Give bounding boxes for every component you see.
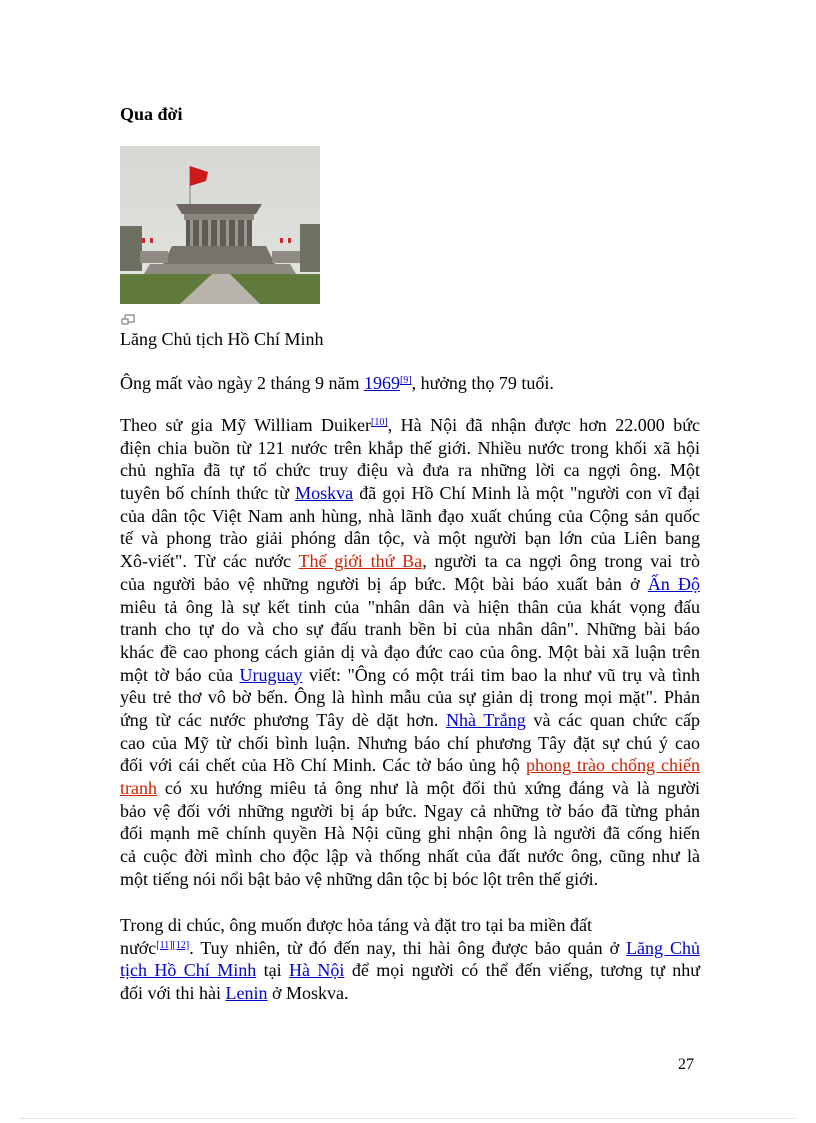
link-uruguay[interactable]: Uruguay [239,664,303,685]
paragraph-world-reaction: Theo sử gia Mỹ William Duiker[10], Hà Nội đã nhận được hơn 22.000 bức điện chia buồn từ 121 nước trên khắp thế giới. Nhiều nước trong khối xã hội chủ nghĩa đã tự tổ chức truy điệu và đưa ra những lời ca ngợi ông. Một tuyên bố chính thức từ Moskva đã gọi Hồ Chí Minh là một "người con vĩ đại của dân tộc Việt Nam anh hùng, nhà lãnh đạo xuất chúng của Cộng sản quốc tế và phong trào giải phóng dân tộc, và một người bạn lớn của Liên bang Xô-viết". Từ các nước Thế giới thứ Ba, người ta ca ngợi ông trong vai trò của người bảo vệ những người bị áp bức. Một bài báo xuất bản ở Ấn Độ miêu tả ông là sự kết tinh của "nhân dân và hiện thân của khát vọng đấu tranh cho tự do và cho sự đấu tranh bền bỉ của nhân dân". Những bài báo khác đề cao phong cách giản dị và đạo đức cao của ông. Một bài xã luận trên một tờ báo của Uruguay viết: "Ông có một trái tim bao la như vũ trụ và tình yêu trẻ thơ vô bờ bến. Ông là hình mẫu của sự giản dị trong mọi mặt". Phản ứng từ các nước phương Tây dè dặt hơn. Nhà Trắng và các quan chức cấp cao của Mỹ từ chối bình luận. Nhưng báo chí phương Tây đặt sự chú ý cao đối với cái chết của Hồ Chí Minh. Các tờ báo ủng hộ phong trào chống chiến tranh có xu hướng miêu tả ông như là một đối thủ xứng đáng và là người bảo vệ đối với những người bị áp bức. Ngay cả những tờ báo đã từng phản đối mạnh mẽ chính quyền Hà Nội cũng ghi nhận ông là người đã cống hiến cả cuộc đời mình cho độc lập và thống nhất của đất nước ông, cũng như là một tiếng nói nổi bật bảo vệ những dân tộc bị bóc lột trên thế giới. [120,415,701,889]
enlarge-icon[interactable] [121,314,135,326]
link-moskva[interactable]: Moskva [295,483,354,504]
paragraph-death-date: Ông mất vào ngày 2 tháng 9 năm 1969[9], hưởng thọ 79 tuổi. [120,373,554,393]
reference-9[interactable]: [9] [399,375,412,386]
page-number: 27 [678,1056,694,1073]
link-phong-trao-chong-chien-tranh[interactable]: phong trào chống chiến [525,755,700,776]
photo-caption: Lăng Chủ tịch Hồ Chí Minh [120,329,324,349]
link-lang-chu-tich-cont[interactable]: tịch Hồ Chí Minh [120,960,257,981]
link-lenin[interactable]: Lenin [225,983,268,1004]
paragraph-will: Trong di chúc, ông muốn được hỏa táng và đặt tro tại ba miền đất nước[11][12]. Tuy nhiên, từ đó đến nay, thi hài ông được bảo quản ở Lăng Chủ tịch Hồ Chí Minh tại Hà Nội để mọi người có thể đến viếng, tương tự như đối với thi hài Lenin ở Moskva. [120,915,700,1004]
link-an-do[interactable]: Ấn Độ [647,573,700,594]
link-lang-chu-tich[interactable]: Lăng Chủ [626,937,700,958]
mausoleum-photo [120,146,320,304]
link-the-gioi-thu-ba[interactable]: Thế giới thứ Ba [298,551,423,572]
link-ha-noi[interactable]: Hà Nội [289,960,345,981]
link-1969[interactable]: 1969 [363,373,400,393]
section-heading: Qua đời [120,104,183,124]
reference-11-12[interactable]: [11][12] [156,939,190,951]
link-phong-trao-chong-chien-tranh-cont[interactable]: tranh [120,778,157,798]
link-nha-trang[interactable]: Nhà Trắng [446,709,526,730]
reference-10[interactable]: [10] [371,417,388,428]
page-bottom-divider [20,1118,796,1119]
